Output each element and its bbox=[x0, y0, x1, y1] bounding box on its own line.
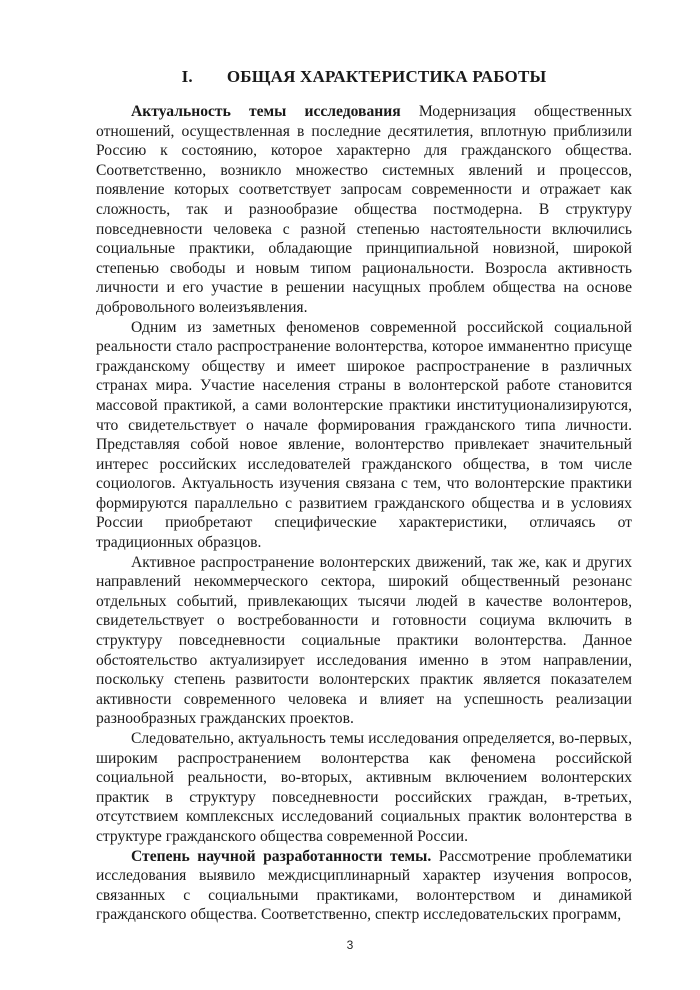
paragraph-text: Модернизация общественных отношений, осуществленная в последние десятилетия, вплотную приблизили Россию к состоянию, которое характерно для гражданского общества. Соответственно, возникло множество системных явлений и процессов, появление которых соответствует запросам современности и отражает как сложность, так и разнообразие общества постмодерна. В структуру повседневности человека с разной степенью настоятельности включились социальные практики, обладающие принципиальной новизной, широкой степенью свободы и новым типом рациональности. Возросла активность личности и его участие в решении насущных проблем общества на основе добровольного волеизъявления. bbox=[96, 103, 632, 316]
section-title: ОБЩАЯ ХАРАКТЕРИСТИКА РАБОТЫ bbox=[226, 67, 547, 86]
section-heading bbox=[96, 66, 632, 88]
paragraph-text: Одним из заметных феноменов современной российской социальной реальности стало распространение волонтерства, которое имманентно присуще гражданскому обществу и имеет широкое распространение в различных странах мира. Участие населения страны в волонтерской работе становится массовой практикой, а сами волонтерские практики институционализируются, что свидетельствует о начале формирования гражданского типа личности. Представляя собой новое явление, волонтерство привлекает значительный интерес российских исследователей гражданского общества, в том числе социологов. Актуальность изучения связана с тем, что волонтерские практики формируются параллельно с развитием гражданского общества и в условиях России приобретают специфические характеристики, отличаясь от традиционных образцов. bbox=[96, 318, 632, 552]
document-page bbox=[96, 66, 632, 925]
page-number: 3 bbox=[346, 938, 354, 952]
paragraph-text: Активное распространение волонтерских движений, так же, как и других направлений некоммерческого сектора, широкий общественный резонанс отдельных событий, привлекающих тысячи людей в качестве волонтеров, свидетельствует о востребованности и готовности социума включить в структуру повседневности социальные практики волонтерства. Данное обстоятельство актуализирует исследования именно в этом направлении, поскольку степень развитости волонтерских практик является показателем активности современного человека и влияет на успешность реализации разнообразных гражданских проектов. bbox=[96, 553, 632, 728]
section-number: I. bbox=[181, 67, 193, 86]
paragraph-volunteer-movements bbox=[96, 553, 632, 729]
paragraph-text: Рассмотрение проблематики исследования выявило междисциплинарный характер изучения вопросов, связанных с социальными практиками, волонтерством и динамикой гражданского общества. Соответственно, спектр исследовательских программ, bbox=[96, 847, 632, 924]
paragraph-text: Следовательно, актуальность темы исследования определяется, во-первых, широким распространением волонтерства как феномена российской социальной реальности, во-вторых, активным включением волонтерских практик в структуру повседневности российских граждан, в-третьих, отсутствием комплексных исследований социальных практик волонтерства в структуре гражданского общества современной России. bbox=[96, 730, 632, 845]
paragraph-lead: Актуальность темы исследования bbox=[131, 103, 401, 120]
paragraph-degree-of-development bbox=[96, 847, 632, 925]
paragraph-lead: Степень научной разработанности темы. bbox=[131, 847, 432, 865]
paragraph-conclusion-relevance bbox=[96, 729, 632, 847]
paragraph-relevance bbox=[96, 102, 632, 318]
paragraph-volunteering-phenomenon bbox=[96, 318, 632, 553]
